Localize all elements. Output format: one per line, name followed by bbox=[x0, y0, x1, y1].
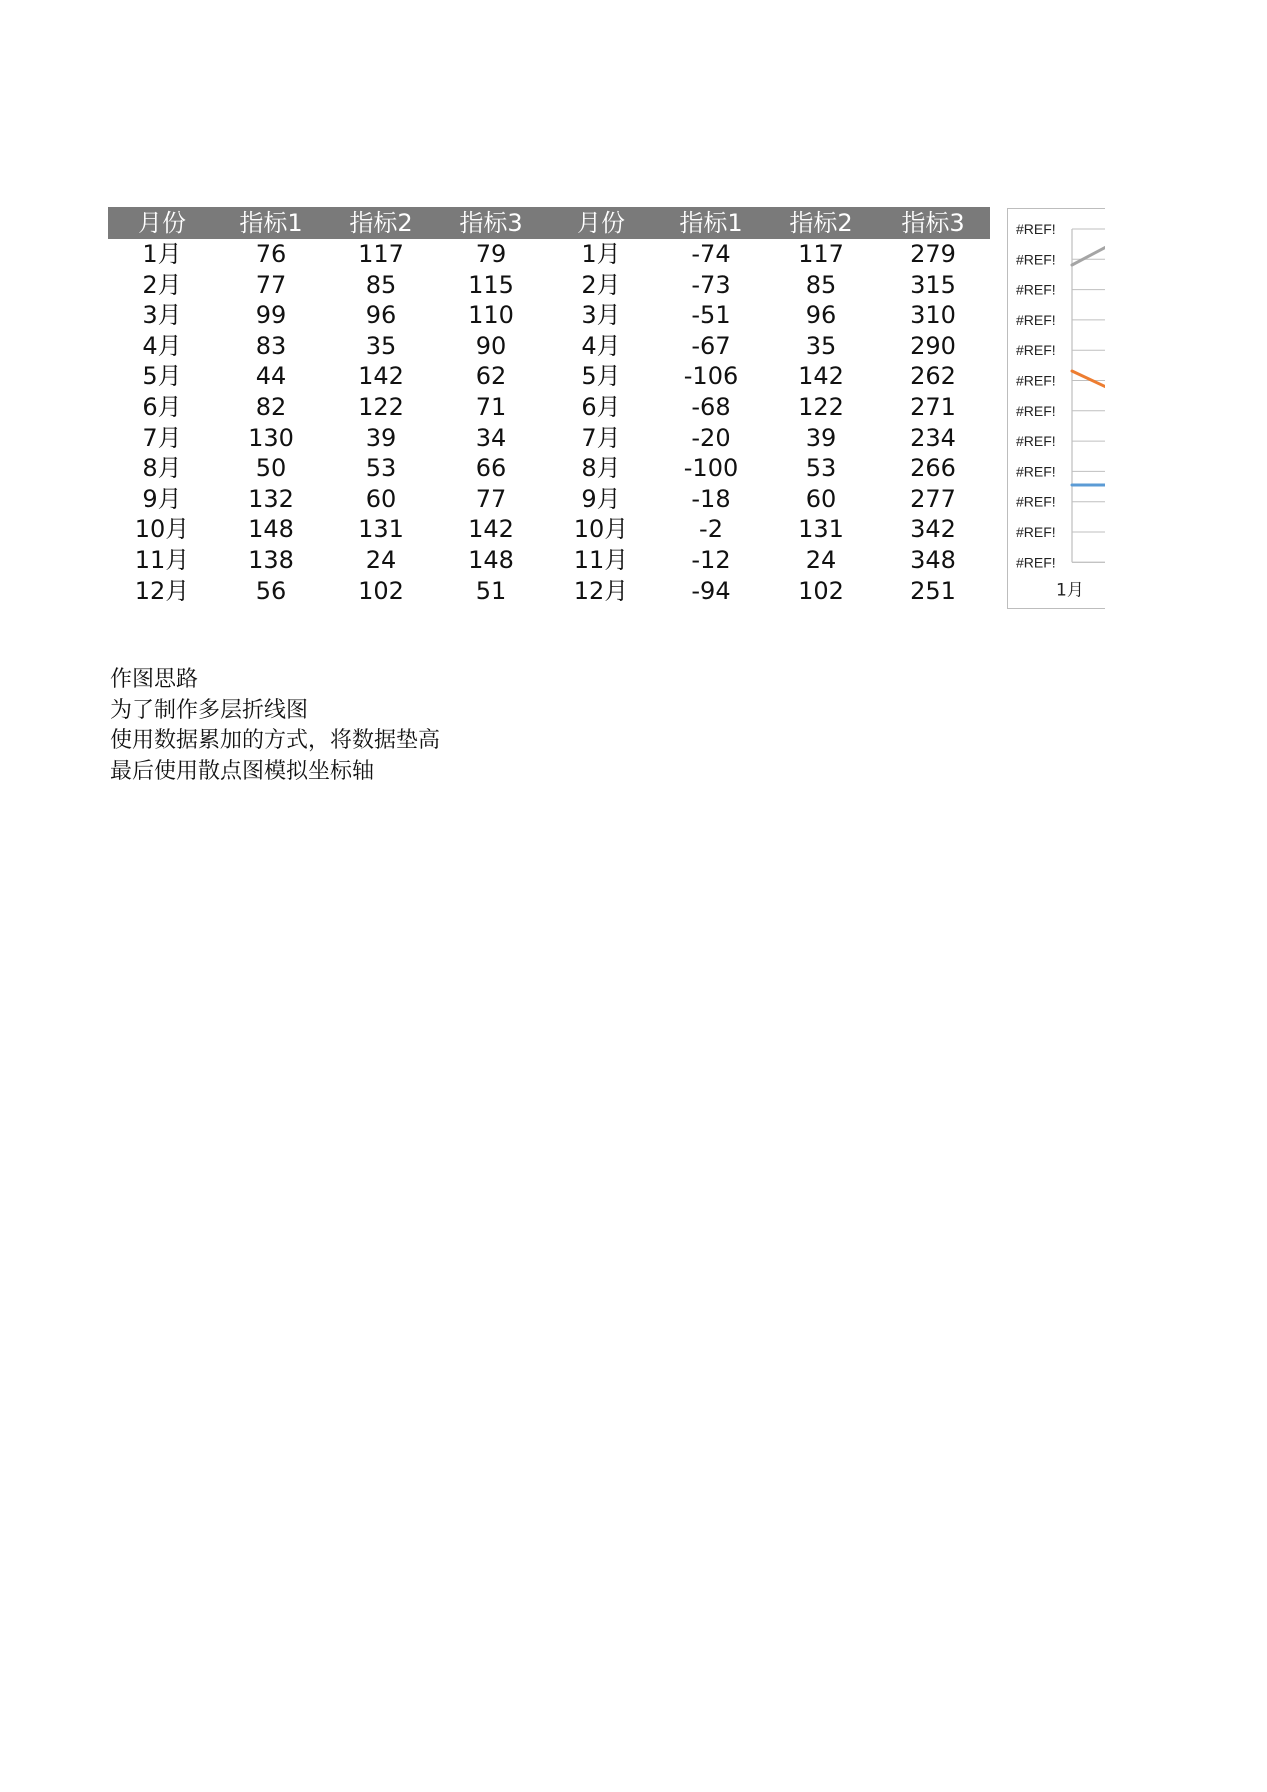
data-table bbox=[108, 207, 990, 606]
table-cell[interactable]: 6月 bbox=[142, 392, 182, 421]
table-cell[interactable]: 82 bbox=[255, 392, 287, 421]
header-month-2: 月份 bbox=[546, 207, 656, 239]
series-line-3 bbox=[1072, 247, 1105, 265]
table-row bbox=[108, 361, 990, 392]
table-row bbox=[108, 514, 990, 545]
table-cell[interactable]: 2月 bbox=[142, 270, 182, 299]
notes-block bbox=[110, 665, 440, 787]
header-month-1: 月份 bbox=[108, 207, 216, 239]
chart-svg bbox=[1008, 209, 1105, 609]
table-cell[interactable]: 60 bbox=[365, 484, 397, 513]
table-cell[interactable]: 11月 bbox=[573, 545, 629, 574]
table-cell[interactable]: 148 bbox=[248, 515, 294, 544]
table-cell[interactable]: -68 bbox=[691, 392, 731, 421]
table-cell[interactable]: -100 bbox=[683, 454, 739, 483]
y-tick-label: #REF! bbox=[1016, 342, 1056, 359]
table-cell[interactable]: 117 bbox=[358, 240, 404, 268]
stacked-line-chart[interactable] bbox=[1007, 208, 1105, 609]
header-metric1-2: 指标1 bbox=[656, 207, 766, 239]
y-tick-label: #REF! bbox=[1016, 554, 1056, 571]
table-cell[interactable]: -2 bbox=[699, 515, 723, 544]
y-tick-label: #REF! bbox=[1016, 372, 1056, 389]
table-cell[interactable]: 110 bbox=[468, 301, 514, 330]
table-cell[interactable]: 234 bbox=[910, 423, 956, 452]
table-cell[interactable]: 56 bbox=[255, 576, 287, 605]
y-tick-label: #REF! bbox=[1016, 433, 1056, 450]
y-tick-label: #REF! bbox=[1016, 402, 1056, 419]
table-cell[interactable]: 53 bbox=[365, 454, 397, 483]
y-tick-label: #REF! bbox=[1016, 251, 1056, 268]
table-cell[interactable]: 1月 bbox=[581, 240, 621, 268]
table-cell[interactable]: 115 bbox=[468, 270, 514, 299]
table-cell[interactable]: 53 bbox=[805, 454, 837, 483]
table-cell[interactable]: 66 bbox=[475, 454, 507, 483]
header-metric3-2: 指标3 bbox=[876, 207, 990, 239]
table-cell[interactable]: 9月 bbox=[142, 484, 182, 513]
header-metric1-1: 指标1 bbox=[216, 207, 326, 239]
series-line-2 bbox=[1072, 371, 1105, 387]
table-cell[interactable]: 79 bbox=[475, 240, 507, 268]
table-row bbox=[108, 239, 990, 270]
y-tick-label: #REF! bbox=[1016, 463, 1056, 480]
table-cell[interactable]: 77 bbox=[475, 484, 507, 513]
notes-line: 使用数据累加的方式，将数据垫高 bbox=[110, 728, 441, 753]
table-cell[interactable]: -20 bbox=[691, 423, 731, 452]
table-cell[interactable]: 96 bbox=[805, 301, 837, 330]
table-row bbox=[108, 270, 990, 301]
header-metric2-1: 指标2 bbox=[326, 207, 436, 239]
table-cell[interactable]: -18 bbox=[691, 484, 731, 513]
table-cell[interactable]: 39 bbox=[365, 423, 397, 452]
table-cell[interactable]: 85 bbox=[365, 270, 397, 299]
table-cell[interactable]: 102 bbox=[798, 576, 844, 605]
table-cell[interactable]: 51 bbox=[475, 576, 507, 605]
table-cell[interactable]: 130 bbox=[248, 423, 294, 452]
table-cell[interactable]: 6月 bbox=[581, 392, 621, 421]
table-cell[interactable]: 76 bbox=[255, 240, 287, 268]
table-cell[interactable]: 310 bbox=[910, 301, 956, 330]
table-cell[interactable]: 290 bbox=[910, 331, 956, 360]
table-cell[interactable]: 279 bbox=[910, 240, 956, 268]
table-cell[interactable]: -73 bbox=[691, 270, 731, 299]
table-cell[interactable]: 1月 bbox=[142, 240, 182, 268]
notes-line: 为了制作多层折线图 bbox=[110, 697, 309, 723]
table-cell[interactable]: 131 bbox=[798, 515, 844, 544]
table-body bbox=[108, 239, 990, 606]
notes-line: 最后使用散点图模拟坐标轴 bbox=[110, 758, 375, 784]
table-cell[interactable]: 8月 bbox=[142, 454, 182, 483]
table-cell[interactable]: 131 bbox=[358, 515, 404, 544]
table-cell[interactable]: 122 bbox=[798, 392, 844, 421]
table-cell[interactable]: 348 bbox=[910, 545, 956, 574]
table-row bbox=[108, 484, 990, 515]
table-cell[interactable]: -94 bbox=[691, 576, 731, 605]
table-row bbox=[108, 392, 990, 423]
table-row bbox=[108, 423, 990, 454]
table-cell[interactable]: 60 bbox=[805, 484, 837, 513]
table-cell[interactable]: 142 bbox=[468, 515, 514, 544]
table-cell[interactable]: 35 bbox=[805, 331, 837, 360]
table-row bbox=[108, 545, 990, 576]
table-cell[interactable]: 4月 bbox=[142, 331, 182, 360]
table-cell[interactable]: -106 bbox=[683, 362, 739, 391]
table-row bbox=[108, 331, 990, 362]
table-cell[interactable]: 266 bbox=[910, 454, 956, 483]
table-cell[interactable]: 9月 bbox=[581, 484, 621, 513]
table-cell[interactable]: 5月 bbox=[142, 362, 182, 391]
table-header-row bbox=[108, 207, 990, 239]
table-cell[interactable]: 12月 bbox=[134, 576, 190, 605]
table-cell[interactable]: -12 bbox=[691, 545, 731, 574]
table-cell[interactable]: 77 bbox=[255, 270, 287, 299]
y-tick-label: #REF! bbox=[1016, 221, 1056, 237]
table-cell[interactable]: 142 bbox=[358, 362, 404, 391]
table-cell[interactable]: 8月 bbox=[581, 454, 621, 483]
table-cell[interactable]: 315 bbox=[910, 270, 956, 299]
table-cell[interactable]: 10月 bbox=[573, 515, 629, 544]
table-cell[interactable]: 71 bbox=[475, 392, 507, 421]
table-cell[interactable]: 83 bbox=[255, 331, 287, 360]
table-cell[interactable]: 148 bbox=[468, 545, 514, 574]
table-cell[interactable]: 342 bbox=[910, 515, 956, 544]
table-cell[interactable]: 7月 bbox=[581, 423, 621, 452]
table-cell[interactable]: 24 bbox=[365, 545, 397, 574]
notes-line: 作图思路 bbox=[110, 667, 199, 692]
table-cell[interactable]: -51 bbox=[691, 301, 731, 330]
table-cell[interactable]: 11月 bbox=[134, 545, 190, 574]
table-cell[interactable]: 35 bbox=[365, 331, 397, 360]
table-cell[interactable]: 50 bbox=[255, 454, 287, 483]
y-tick-label: #REF! bbox=[1016, 493, 1056, 510]
table-cell[interactable]: 39 bbox=[805, 423, 837, 452]
table-cell[interactable]: 132 bbox=[248, 484, 294, 513]
table-cell[interactable]: 96 bbox=[365, 301, 397, 330]
table-row bbox=[108, 453, 990, 484]
table-cell[interactable]: 85 bbox=[805, 270, 837, 299]
table-cell[interactable]: 142 bbox=[798, 362, 844, 391]
table-row bbox=[108, 576, 990, 607]
table-cell[interactable]: 3月 bbox=[581, 301, 621, 330]
table-cell[interactable]: 251 bbox=[910, 576, 956, 605]
table-cell[interactable]: 62 bbox=[475, 362, 507, 391]
table-cell[interactable]: 90 bbox=[475, 331, 507, 360]
table-row bbox=[108, 300, 990, 331]
table-cell[interactable]: 34 bbox=[475, 423, 507, 452]
table-cell[interactable]: -67 bbox=[691, 331, 731, 360]
x-tick-label: 1月 bbox=[1056, 580, 1084, 601]
table-cell[interactable]: 7月 bbox=[142, 423, 182, 452]
table-cell[interactable]: 44 bbox=[255, 362, 287, 391]
header-metric2-2: 指标2 bbox=[766, 207, 876, 239]
header-metric3-1: 指标3 bbox=[436, 207, 546, 239]
table-cell[interactable]: 271 bbox=[910, 392, 956, 421]
table-cell[interactable]: -74 bbox=[691, 240, 731, 268]
table-cell[interactable]: 4月 bbox=[581, 331, 621, 360]
y-tick-label: #REF! bbox=[1016, 281, 1056, 298]
table-cell[interactable]: 10月 bbox=[134, 515, 190, 544]
table-cell[interactable]: 262 bbox=[910, 362, 956, 391]
table-cell[interactable]: 117 bbox=[798, 240, 844, 268]
table-cell[interactable]: 277 bbox=[910, 484, 956, 513]
table-cell[interactable]: 122 bbox=[358, 392, 404, 421]
table-cell[interactable]: 2月 bbox=[581, 270, 621, 299]
table-cell[interactable]: 3月 bbox=[142, 301, 182, 330]
table-cell[interactable]: 138 bbox=[248, 545, 294, 574]
table-cell[interactable]: 99 bbox=[255, 301, 287, 330]
table-cell[interactable]: 102 bbox=[358, 576, 404, 605]
table-cell[interactable]: 24 bbox=[805, 545, 837, 574]
y-tick-label: #REF! bbox=[1016, 311, 1056, 328]
table-cell[interactable]: 5月 bbox=[581, 362, 621, 391]
table-cell[interactable]: 12月 bbox=[573, 576, 629, 605]
y-tick-label: #REF! bbox=[1016, 524, 1056, 540]
